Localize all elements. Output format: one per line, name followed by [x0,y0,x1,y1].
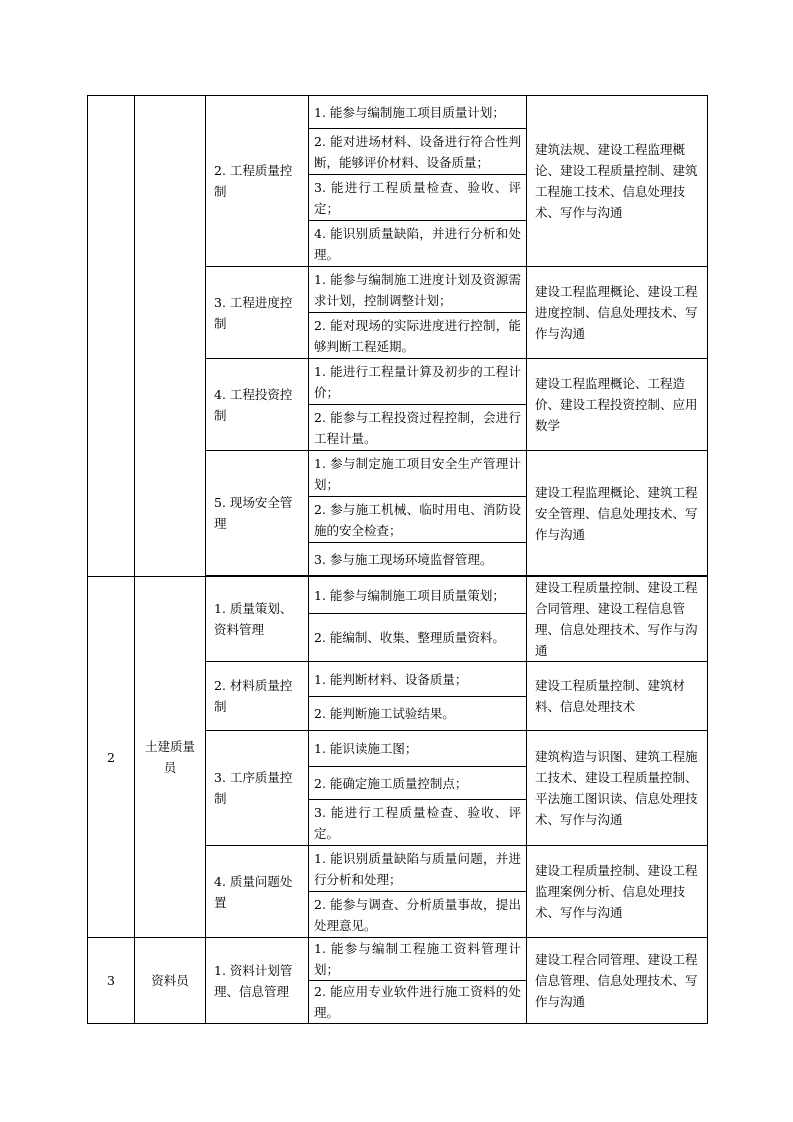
skill-cell: 2. 能对进场材料、设备进行符合性判断，能够评价材料、设备质量； [309,129,527,175]
work-area-cell: 2. 材料质量控制 [206,662,309,731]
skill-cell: 2. 能判断施工试验结果。 [309,697,527,731]
work-area-cell: 1. 资料计划管理、信息管理 [206,938,309,1024]
course-cell: 建设工程监理概论、建设工程进度控制、信息处理技术、写作与沟通 [527,267,708,359]
work-area-cell: 3. 工程进度控制 [206,267,309,359]
job-number-cell: 3 [88,938,135,1024]
skill-cell: 1. 参与制定施工项目安全生产管理计划； [309,451,527,497]
job-number-cell [88,96,135,577]
work-area-cell: 1. 质量策划、资料管理 [206,577,309,662]
job-title-cell [135,96,206,577]
course-cell: 建设工程合同管理、建设工程信息管理、信息处理技术、写作与沟通 [527,938,708,1024]
skill-cell: 1. 能识别质量缺陷与质量问题，并进行分析和处理； [309,846,527,892]
skill-cell: 1. 能进行工程量计算及初步的工程计价； [309,359,527,405]
work-area-cell: 4. 工程投资控制 [206,359,309,451]
skill-cell: 2. 能对现场的实际进度进行控制，能够判断工程延期。 [309,313,527,359]
table-row [88,577,708,614]
skill-cell: 1. 能参与编制施工项目质量策划； [309,577,527,614]
job-number-cell: 2 [88,577,135,938]
work-area-cell: 5. 现场安全管理 [206,451,309,576]
course-cell: 建设工程质量控制、建筑材料、信息处理技术 [527,662,708,731]
skill-cell: 2. 能应用专业软件进行施工资料的处理。 [309,981,527,1024]
skill-cell: 2. 能参与工程投资过程控制，会进行工程计量。 [309,405,527,451]
skill-cell: 2. 能确定施工质量控制点； [309,767,527,800]
work-area-cell: 3. 工序质量控制 [206,731,309,846]
course-cell: 建设工程质量控制、建设工程合同管理、建设工程信息管理、信息处理技术、写作与沟通 [527,577,708,662]
skill-cell: 3. 能进行工程质量检查、验收、评定。 [309,800,527,846]
curriculum-table-page [87,95,707,1024]
table-row [88,938,708,981]
course-cell: 建设工程监理概论、工程造价、建设工程投资控制、应用数学 [527,359,708,451]
skill-cell: 3. 能进行工程质量检查、验收、评定； [309,175,527,221]
skill-cell: 3. 参与施工现场环境监督管理。 [309,543,527,576]
skill-cell: 2. 能参与调查、分析质量事故，提出处理意见。 [309,892,527,938]
skill-cell: 4. 能识别质量缺陷，并进行分析和处理。 [309,221,527,267]
job-title-cell: 资料员 [135,938,206,1024]
course-cell: 建设工程质量控制、建设工程监理案例分析、信息处理技术、写作与沟通 [527,846,708,938]
work-area-cell: 2. 工程质量控制 [206,96,309,267]
skill-cell: 1. 能判断材料、设备质量； [309,662,527,697]
job-skills-table [87,95,708,1024]
skill-cell: 2. 参与施工机械、临时用电、消防设施的安全检查； [309,497,527,543]
table-row [88,96,708,129]
course-cell: 建筑法规、建设工程监理概论、建设工程质量控制、建筑工程施工技术、信息处理技术、写作与沟通 [527,96,708,267]
skill-cell: 1. 能参与编制施工进度计划及资源需求计划，控制调整计划； [309,267,527,313]
job-title-cell: 土建质量员 [135,577,206,938]
course-cell: 建设工程监理概论、建筑工程安全管理、信息处理技术、写作与沟通 [527,451,708,576]
skill-cell: 1. 能参与编制工程施工资料管理计划； [309,938,527,981]
skill-cell: 1. 能识读施工图； [309,731,527,767]
skill-cell: 2. 能编制、收集、整理质量资料。 [309,614,527,662]
work-area-cell: 4. 质量问题处置 [206,846,309,938]
skill-cell: 1. 能参与编制施工项目质量计划； [309,96,527,129]
course-cell: 建筑构造与识图、建筑工程施工技术、建设工程质量控制、平法施工图识读、信息处理技术、写作与沟通 [527,731,708,846]
